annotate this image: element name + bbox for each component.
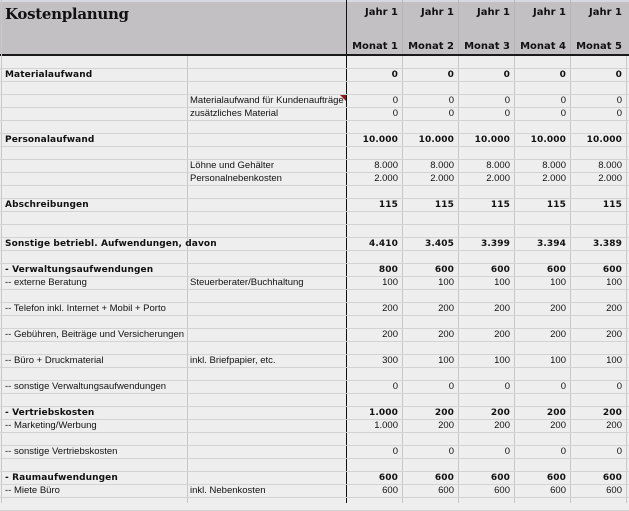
value-cell-month-3[interactable]: 200	[490, 408, 510, 418]
value-cell-month-1[interactable]	[346, 316, 398, 328]
value-cell-month-5[interactable]: 8.000	[598, 160, 622, 171]
value-cell-month-2[interactable]: 200	[438, 303, 454, 314]
description-cell[interactable]: Personalnebenkosten	[190, 173, 282, 184]
cost-category-cell[interactable]: Personalaufwand	[5, 135, 95, 145]
value-cell-month-5[interactable]: 10.000	[586, 135, 622, 145]
value-cell-month-5[interactable]	[570, 459, 622, 471]
description-cell[interactable]: inkl. Nebenkosten	[190, 485, 266, 496]
cost-category-cell[interactable]: - Verwaltungsaufwendungen	[5, 265, 154, 275]
table-row	[0, 368, 629, 381]
value-cell-month-1[interactable]	[346, 290, 398, 302]
cost-category-cell[interactable]: -- Marketing/Werbung	[5, 420, 97, 431]
value-cell-month-1[interactable]	[346, 56, 398, 68]
table-row	[0, 290, 629, 303]
value-cell-month-3[interactable]: 10.000	[474, 135, 510, 145]
value-cell-month-1[interactable]	[346, 394, 398, 406]
cost-category-cell[interactable]: -- externe Beratung	[5, 277, 87, 288]
value-cell-month-4[interactable]: 115	[546, 200, 566, 210]
value-cell-month-5[interactable]: 200	[606, 420, 622, 431]
value-cell-month-2[interactable]	[402, 147, 454, 159]
column-header-4[interactable]	[514, 0, 570, 54]
month-label: Monat 2	[408, 41, 454, 52]
table-row	[0, 69, 629, 82]
value-cell-month-1[interactable]: 115	[378, 200, 398, 210]
value-cell-month-2[interactable]: 3.405	[425, 239, 454, 249]
value-cell-month-4[interactable]: 600	[550, 485, 566, 496]
value-cell-month-1[interactable]: 200	[382, 303, 398, 314]
value-cell-month-5[interactable]: 0	[616, 95, 622, 106]
value-cell-month-2[interactable]: 600	[434, 473, 454, 483]
table-row	[0, 485, 629, 498]
value-cell-month-4[interactable]	[514, 394, 566, 406]
value-cell-month-3[interactable]	[458, 212, 510, 224]
value-cell-month-4[interactable]: 0	[560, 95, 566, 106]
table-row	[0, 264, 629, 277]
value-cell-month-5[interactable]: 115	[602, 200, 622, 210]
value-cell-month-5[interactable]: 600	[602, 473, 622, 483]
value-cell-month-5[interactable]: 200	[602, 408, 622, 418]
description-cell[interactable]: Löhne und Gehälter	[190, 160, 274, 171]
value-cell-month-3[interactable]: 600	[490, 265, 510, 275]
value-cell-month-4[interactable]: 10.000	[530, 135, 566, 145]
cost-category-cell[interactable]: -- sonstige Verwaltungsaufwendungen	[5, 381, 167, 392]
value-cell-month-1[interactable]: 200	[382, 329, 398, 340]
table-body	[0, 56, 629, 511]
value-cell-month-4[interactable]	[514, 342, 566, 354]
table-row	[0, 433, 629, 446]
year-label: Jahr 1	[477, 7, 510, 18]
table-row	[0, 173, 629, 186]
month-label: Monat 5	[576, 41, 622, 52]
value-cell-month-1[interactable]	[346, 368, 398, 380]
value-cell-month-4[interactable]	[514, 498, 566, 510]
value-cell-month-2[interactable]: 115	[434, 200, 454, 210]
value-cell-month-1[interactable]	[346, 121, 398, 133]
value-cell-month-1[interactable]: 10.000	[362, 135, 398, 145]
value-cell-month-1[interactable]: 0	[392, 95, 398, 106]
value-cell-month-4[interactable]	[514, 121, 566, 133]
value-cell-month-1[interactable]	[346, 82, 398, 94]
cost-category-cell[interactable]: -- Telefon inkl. Internet + Mobil + Porto	[5, 303, 166, 314]
value-cell-month-4[interactable]	[514, 225, 566, 237]
value-cell-month-4[interactable]: 200	[550, 303, 566, 314]
value-cell-month-1[interactable]: 2.000	[374, 173, 398, 184]
value-cell-month-1[interactable]	[346, 433, 398, 445]
value-cell-month-5[interactable]	[570, 290, 622, 302]
cost-category-cell[interactable]: - Raumaufwendungen	[5, 473, 118, 483]
value-cell-month-3[interactable]: 0	[504, 95, 510, 106]
value-cell-month-1[interactable]: 4.410	[369, 239, 398, 249]
value-cell-month-3[interactable]	[458, 394, 510, 406]
value-cell-month-4[interactable]: 0	[560, 108, 566, 119]
value-cell-month-4[interactable]: 100	[550, 277, 566, 288]
cost-category-cell[interactable]: -- Büro + Druckmaterial	[5, 355, 104, 366]
table-row	[0, 342, 629, 355]
table-row	[0, 238, 629, 251]
value-cell-month-1[interactable]	[346, 212, 398, 224]
value-cell-month-1[interactable]: 600	[382, 485, 398, 496]
value-cell-month-2[interactable]: 600	[438, 485, 454, 496]
value-cell-month-4[interactable]	[514, 147, 566, 159]
value-cell-month-2[interactable]: 0	[448, 95, 454, 106]
value-cell-month-5[interactable]	[570, 212, 622, 224]
year-label: Jahr 1	[421, 7, 454, 18]
table-row	[0, 394, 629, 407]
value-cell-month-2[interactable]	[402, 290, 454, 302]
value-cell-month-1[interactable]	[346, 498, 398, 510]
value-cell-month-5[interactable]	[570, 433, 622, 445]
table-row	[0, 121, 629, 134]
table-row	[0, 82, 629, 95]
value-cell-month-2[interactable]: 0	[448, 381, 454, 392]
value-cell-month-1[interactable]: 8.000	[374, 160, 398, 171]
value-cell-month-5[interactable]	[570, 498, 622, 510]
table-row	[0, 199, 629, 212]
cost-category-cell[interactable]: Sonstige betriebl. Aufwendungen, davon	[5, 239, 217, 249]
value-cell-month-5[interactable]	[570, 394, 622, 406]
value-cell-month-4[interactable]: 100	[550, 355, 566, 366]
value-cell-month-1[interactable]: 0	[392, 108, 398, 119]
value-cell-month-1[interactable]: 1.000	[369, 408, 398, 418]
value-cell-month-5[interactable]: 100	[606, 355, 622, 366]
value-cell-month-4[interactable]: 200	[550, 329, 566, 340]
value-cell-month-3[interactable]	[458, 433, 510, 445]
value-cell-month-3[interactable]: 200	[494, 303, 510, 314]
value-cell-month-4[interactable]	[514, 316, 566, 328]
value-cell-month-4[interactable]: 0	[560, 446, 566, 457]
header-divider	[458, 0, 459, 54]
table-row	[0, 147, 629, 160]
value-cell-month-4[interactable]	[514, 290, 566, 302]
value-cell-month-3[interactable]: 600	[490, 473, 510, 483]
value-cell-month-5[interactable]: 0	[616, 108, 622, 119]
value-cell-month-4[interactable]: 3.394	[537, 239, 566, 249]
value-cell-month-3[interactable]	[458, 498, 510, 510]
table-row	[0, 212, 629, 225]
value-cell-month-2[interactable]: 10.000	[418, 135, 454, 145]
value-cell-month-5[interactable]	[570, 121, 622, 133]
value-cell-month-3[interactable]	[458, 459, 510, 471]
value-cell-month-1[interactable]: 600	[378, 473, 398, 483]
value-cell-month-5[interactable]	[570, 368, 622, 380]
value-cell-month-4[interactable]	[514, 433, 566, 445]
value-cell-month-3[interactable]: 0	[504, 381, 510, 392]
value-cell-month-4[interactable]	[514, 368, 566, 380]
table-row	[0, 498, 629, 511]
value-cell-month-5[interactable]: 100	[606, 277, 622, 288]
table-row	[0, 303, 629, 316]
value-cell-month-4[interactable]: 600	[546, 473, 566, 483]
value-cell-month-2[interactable]: 200	[438, 420, 454, 431]
value-cell-month-5[interactable]	[570, 147, 622, 159]
value-cell-month-5[interactable]: 0	[615, 70, 622, 80]
value-cell-month-2[interactable]	[402, 82, 454, 94]
value-cell-month-2[interactable]: 0	[447, 70, 454, 80]
value-cell-month-3[interactable]: 3.399	[481, 239, 510, 249]
value-cell-month-2[interactable]: 100	[438, 277, 454, 288]
value-cell-month-1[interactable]	[346, 459, 398, 471]
table-row	[0, 381, 629, 394]
value-cell-month-5[interactable]: 0	[616, 446, 622, 457]
value-cell-month-3[interactable]: 2.000	[486, 173, 510, 184]
description-cell[interactable]: zusätzliches Material	[190, 108, 279, 119]
value-cell-month-2[interactable]: 600	[434, 265, 454, 275]
table-row	[0, 251, 629, 264]
value-cell-month-2[interactable]	[402, 498, 454, 510]
value-cell-month-3[interactable]	[458, 82, 510, 94]
cost-category-cell[interactable]: -- sonstige Vertriebskosten	[5, 446, 118, 457]
table-row	[0, 407, 629, 420]
value-cell-month-2[interactable]	[402, 121, 454, 133]
value-cell-month-3[interactable]	[458, 147, 510, 159]
sheet-title: Kostenplanung	[5, 5, 129, 23]
header-divider	[402, 0, 403, 54]
table-row	[0, 472, 629, 485]
value-cell-month-5[interactable]: 3.389	[593, 239, 622, 249]
value-cell-month-3[interactable]	[458, 251, 510, 263]
value-cell-month-2[interactable]	[402, 212, 454, 224]
value-cell-month-2[interactable]	[402, 56, 454, 68]
value-cell-month-5[interactable]	[570, 186, 622, 198]
column-header-5[interactable]	[570, 0, 626, 54]
value-cell-month-2[interactable]	[402, 368, 454, 380]
cost-category-cell[interactable]: Abschreibungen	[5, 200, 89, 210]
table-row	[0, 316, 629, 329]
value-cell-month-2[interactable]: 200	[434, 408, 454, 418]
value-cell-month-3[interactable]	[458, 316, 510, 328]
value-cell-month-4[interactable]: 0	[560, 381, 566, 392]
column-header-2[interactable]	[402, 0, 458, 54]
value-cell-month-4[interactable]: 0	[559, 70, 566, 80]
description-cell[interactable]: Steuerberater/Buchhaltung	[190, 277, 304, 288]
value-cell-month-4[interactable]	[514, 251, 566, 263]
value-cell-month-4[interactable]: 2.000	[542, 173, 566, 184]
value-cell-month-3[interactable]	[458, 342, 510, 354]
table-row	[0, 355, 629, 368]
value-cell-month-5[interactable]: 600	[602, 265, 622, 275]
value-cell-month-1[interactable]	[346, 186, 398, 198]
value-cell-month-3[interactable]: 0	[504, 108, 510, 119]
value-cell-month-1[interactable]: 0	[392, 381, 398, 392]
value-cell-month-3[interactable]: 115	[490, 200, 510, 210]
value-cell-month-4[interactable]	[514, 186, 566, 198]
table-row	[0, 446, 629, 459]
cost-category-cell[interactable]: -- Miete Büro	[5, 485, 60, 496]
value-cell-month-1[interactable]: 1.000	[374, 420, 398, 431]
value-cell-month-1[interactable]	[346, 225, 398, 237]
value-cell-month-2[interactable]: 100	[438, 355, 454, 366]
value-cell-month-3[interactable]	[458, 121, 510, 133]
value-cell-month-1[interactable]	[346, 342, 398, 354]
value-cell-month-5[interactable]	[570, 56, 622, 68]
value-cell-month-5[interactable]	[570, 342, 622, 354]
value-cell-month-3[interactable]: 200	[494, 420, 510, 431]
table-row	[0, 420, 629, 433]
value-cell-month-5[interactable]	[570, 225, 622, 237]
table-row	[0, 160, 629, 173]
value-cell-month-3[interactable]: 100	[494, 355, 510, 366]
column-header-1[interactable]	[346, 0, 402, 54]
value-cell-month-2[interactable]: 0	[448, 108, 454, 119]
table-row	[0, 134, 629, 147]
value-cell-month-4[interactable]: 600	[546, 265, 566, 275]
value-cell-month-5[interactable]: 200	[606, 303, 622, 314]
value-cell-month-2[interactable]	[402, 342, 454, 354]
value-cell-month-5[interactable]: 0	[616, 381, 622, 392]
table-row	[0, 277, 629, 290]
value-cell-month-3[interactable]: 0	[504, 446, 510, 457]
value-cell-month-4[interactable]	[514, 82, 566, 94]
value-cell-month-5[interactable]	[570, 82, 622, 94]
value-cell-month-3[interactable]	[458, 225, 510, 237]
header-divider	[514, 0, 515, 54]
value-cell-month-5[interactable]	[570, 316, 622, 328]
value-cell-month-4[interactable]	[514, 212, 566, 224]
month-label: Monat 3	[464, 41, 510, 52]
cost-category-cell[interactable]: - Vertriebskosten	[5, 408, 95, 418]
cost-category-cell[interactable]: Materialaufwand	[5, 70, 93, 80]
value-cell-month-3[interactable]	[458, 368, 510, 380]
value-cell-month-2[interactable]	[402, 433, 454, 445]
value-cell-month-5[interactable]: 200	[606, 329, 622, 340]
year-label: Jahr 1	[533, 7, 566, 18]
year-label: Jahr 1	[589, 7, 622, 18]
table-row	[0, 186, 629, 199]
value-cell-month-2[interactable]	[402, 394, 454, 406]
value-cell-month-3[interactable]: 100	[494, 277, 510, 288]
value-cell-month-5[interactable]	[570, 251, 622, 263]
value-cell-month-5[interactable]: 600	[606, 485, 622, 496]
value-cell-month-2[interactable]: 200	[438, 329, 454, 340]
value-cell-month-1[interactable]: 100	[382, 277, 398, 288]
value-cell-month-2[interactable]	[402, 186, 454, 198]
table-row	[0, 225, 629, 238]
value-cell-month-3[interactable]	[458, 290, 510, 302]
value-cell-month-4[interactable]: 8.000	[542, 160, 566, 171]
value-cell-month-4[interactable]	[514, 459, 566, 471]
value-cell-month-2[interactable]: 2.000	[430, 173, 454, 184]
value-cell-month-3[interactable]: 0	[503, 70, 510, 80]
value-cell-month-4[interactable]: 200	[550, 420, 566, 431]
description-cell[interactable]: Materialaufwand für Kundenaufträge	[190, 95, 344, 106]
table-row	[0, 95, 629, 108]
table-row	[0, 459, 629, 472]
value-cell-month-1[interactable]	[346, 147, 398, 159]
value-cell-month-3[interactable]: 200	[494, 329, 510, 340]
value-cell-month-2[interactable]	[402, 459, 454, 471]
value-cell-month-1[interactable]: 0	[391, 70, 398, 80]
value-cell-month-3[interactable]: 8.000	[486, 160, 510, 171]
cost-category-cell[interactable]: -- Gebühren, Beiträge und Versicherungen	[5, 329, 185, 340]
month-label: Monat 1	[352, 41, 398, 52]
value-cell-month-4[interactable]: 200	[546, 408, 566, 418]
table-row	[0, 108, 629, 121]
value-cell-month-2[interactable]	[402, 225, 454, 237]
value-cell-month-3[interactable]: 600	[494, 485, 510, 496]
value-cell-month-2[interactable]	[402, 316, 454, 328]
value-cell-month-1[interactable]: 800	[378, 265, 398, 275]
value-cell-month-3[interactable]	[458, 56, 510, 68]
table-row	[0, 329, 629, 342]
year-label: Jahr 1	[365, 7, 398, 18]
table-row	[0, 56, 629, 69]
description-cell[interactable]: inkl. Briefpapier, etc.	[190, 355, 276, 366]
value-cell-month-1[interactable]: 300	[382, 355, 398, 366]
column-header-3[interactable]	[458, 0, 514, 54]
value-cell-month-4[interactable]	[514, 56, 566, 68]
value-cell-month-1[interactable]: 0	[392, 446, 398, 457]
value-cell-month-1[interactable]	[346, 251, 398, 263]
value-cell-month-2[interactable]: 8.000	[430, 160, 454, 171]
month-label: Monat 4	[520, 41, 566, 52]
header-divider	[570, 0, 571, 54]
value-cell-month-2[interactable]: 0	[448, 446, 454, 457]
value-cell-month-5[interactable]: 2.000	[598, 173, 622, 184]
value-cell-month-3[interactable]	[458, 186, 510, 198]
value-cell-month-2[interactable]	[402, 251, 454, 263]
